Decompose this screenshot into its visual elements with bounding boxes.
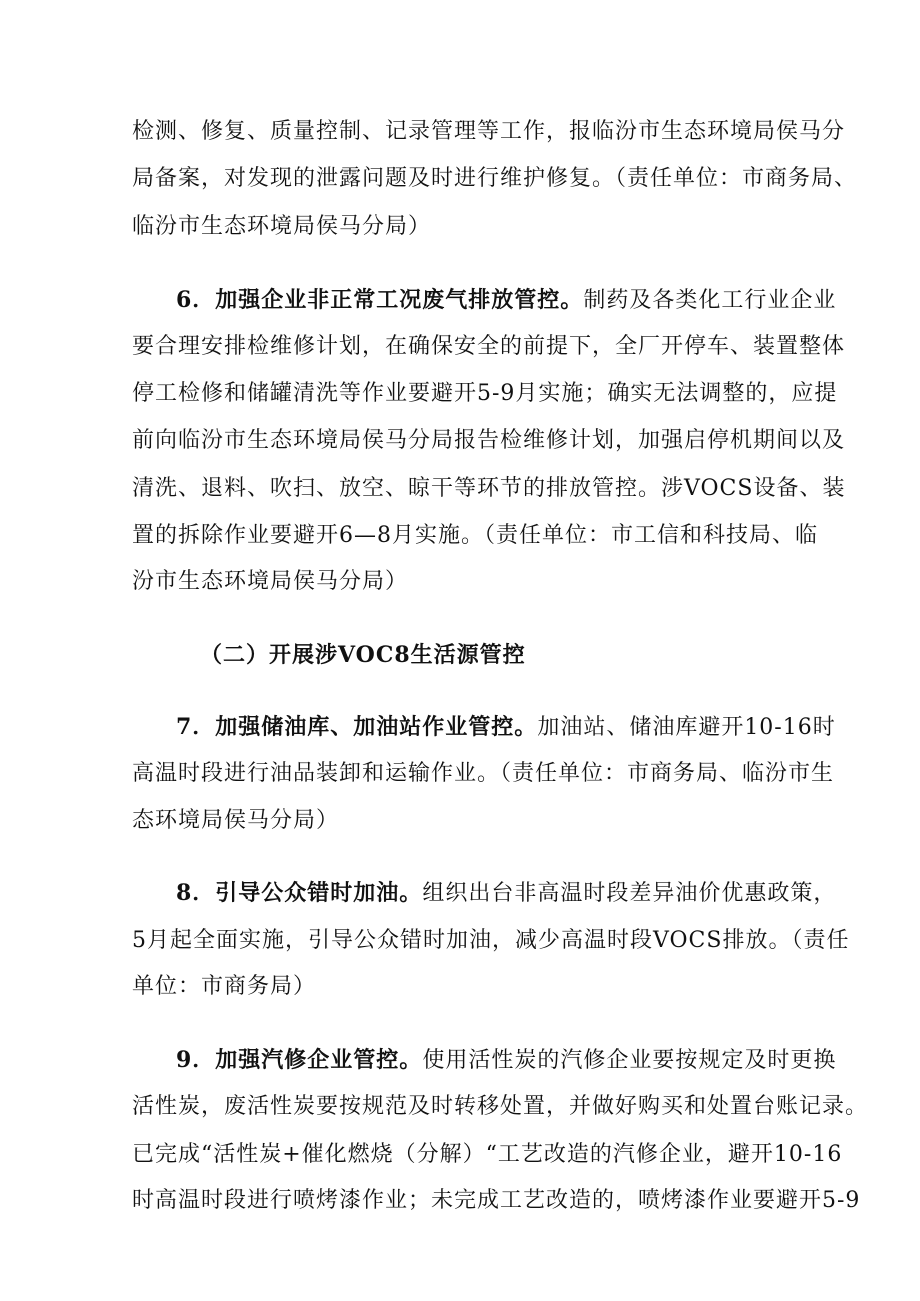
paragraph-6-first-line [176,285,836,316]
paragraph-9-text: 使用活性炭的汽修企业要按规定及时更换 [422,1048,837,1073]
paragraph-7-heading: 7．加强储油库、加油站作业管控。 [176,714,538,740]
text-line: 置的拆除作业要避开6—8月实施。（责任单位：市工信和科技局、临 [132,523,818,548]
text-line: 已完成“活性炭+催化燃烧（分解）“工艺改造的汽修企业，避开10-16 [132,1142,843,1167]
text-line: 要合理安排检维修计划，在确保安全的前提下，全厂开停车、装置整体 [132,334,846,359]
text-line: 高温时段进行油品装卸和运输作业。（责任单位：市商务局、临汾市生 [132,761,835,786]
paragraph-8-first-line [176,878,836,909]
text-line: 前向临汾市生态环境局侯马分局报告检维修计划，加强启停机期间以及 [132,428,846,453]
paragraph-9-first-line [176,1045,836,1076]
text-line: 态环境局侯马分局） [132,808,340,833]
text-line: 停工检修和储罐清洗等作业要避开5-9月实施；确实无法调整的，应提 [132,381,838,406]
paragraph-6-text: 制药及各类化工行业企业 [583,288,837,313]
text-line: 汾市生态环境局侯马分局） [132,569,409,594]
section-heading-2: （二）开展涉VOC8生活源管控 [200,642,526,668]
paragraph-9-heading: 9．加强汽修企业管控。 [176,1047,423,1073]
paragraph-6-heading: 6．加强企业非正常工况废气排放管控。 [176,287,584,313]
paragraph-7-first-line [176,712,836,743]
text-line: 临汾市生态环境局侯马分局） [132,214,432,239]
text-line: 局备案，对发现的泄露问题及时进行维护修复。（责任单位：市商务局、 [132,166,858,191]
paragraph-8-heading: 8．引导公众错时加油。 [176,880,423,906]
text-line: 时高温时段进行喷烤漆作业；未完成工艺改造的，喷烤漆作业要避开5-9 [132,1188,861,1213]
text-line: 单位：市商务局） [132,974,317,999]
paragraph-7-text: 加油站、储油库避开10-16时 [537,715,836,740]
text-line: 检测、修复、质量控制、记录管理等工作，报临汾市生态环境局侯马分 [132,119,846,144]
text-line: 清洗、退料、吹扫、放空、晾干等环节的排放管控。涉VOCS设备、装 [132,476,846,501]
paragraph-8-text: 组织出台非高温时段差异油价优惠政策， [422,881,837,906]
text-line: 活性炭，废活性炭要按规范及时转移处置，并做好购买和处置台账记录。 [132,1094,869,1119]
text-line: 5月起全面实施，引导公众错时加油，减少高温时段VOCS排放。（责任 [132,928,850,953]
